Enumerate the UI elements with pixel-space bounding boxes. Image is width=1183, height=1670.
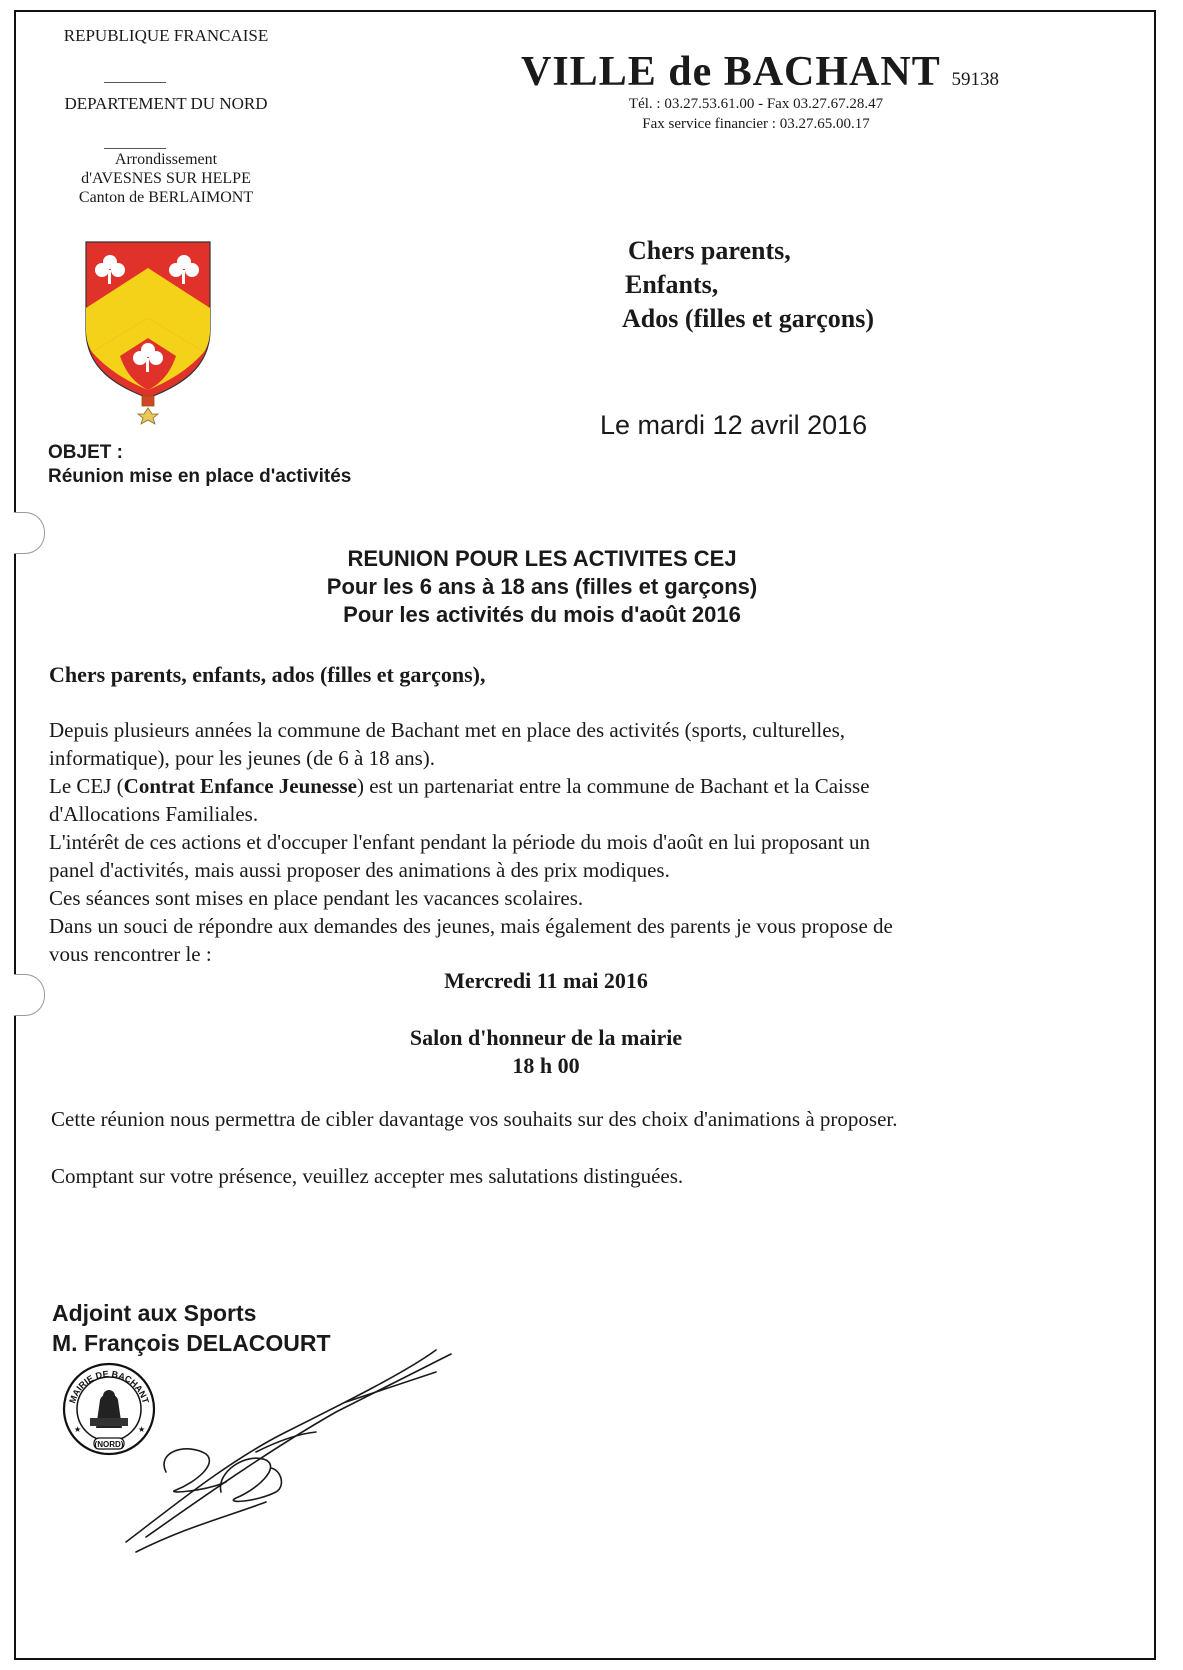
object-text: Réunion mise en place d'activités <box>48 466 352 487</box>
letter-date: Le mardi 12 avril 2016 <box>600 410 868 440</box>
salutation: Chers parents, enfants, ados (filles et garçons), <box>49 662 486 687</box>
arrondissement-line2: d'AVESNES SUR HELPE <box>81 170 251 187</box>
body-line: d'Allocations Familiales. <box>49 802 259 826</box>
meeting-title-block <box>216 545 868 629</box>
body-line <box>49 772 1129 800</box>
body-line: vous rencontrer le : <box>49 942 212 966</box>
letter-page <box>14 10 1156 1660</box>
signatory-role: Adjoint aux Sports <box>52 1300 257 1326</box>
body-text: ) est un partenariat entre la commune de Bachant et la Caisse <box>356 774 870 798</box>
handwritten-signature <box>106 1342 466 1562</box>
town-title <box>521 48 999 96</box>
divider <box>104 82 166 83</box>
meeting-time: 18 h 00 <box>512 1053 580 1078</box>
town-name: VILLE de BACHANT <box>521 49 940 95</box>
canton-line: Canton de BERLAIMONT <box>78 189 254 206</box>
punch-hole-top <box>14 512 45 554</box>
body-line: Ces séances sont mises en place pendant les vacances scolaires. <box>49 886 584 910</box>
body-text: Le CEJ ( <box>49 774 124 798</box>
body-purpose: Cette réunion nous permettra de cibler davantage vos souhaits sur des choix d'animations à proposer. <box>51 1107 898 1131</box>
postcode: 59138 <box>951 69 999 90</box>
signatory-name: M. François DELACOURT <box>52 1330 331 1356</box>
svg-text:★: ★ <box>138 1425 146 1434</box>
coat-of-arms-logo <box>80 238 220 428</box>
title-line1: REUNION POUR LES ACTIVITES CEJ <box>347 546 737 571</box>
department-label: DEPARTEMENT DU NORD <box>64 94 268 113</box>
meeting-place: Salon d'honneur de la mairie <box>409 1025 683 1050</box>
fax-finance-line: Fax service financier : 03.27.65.00.17 <box>642 116 870 132</box>
title-line3: Pour les activités du mois d'août 2016 <box>343 602 741 627</box>
closing-salutation: Comptant sur votre présence, veuillez accepter mes salutations distinguées. <box>51 1164 684 1188</box>
svg-text:(NORD): (NORD) <box>94 1440 124 1449</box>
body-line: informatique), pour les jeunes (de 6 à 18 ans). <box>49 746 436 770</box>
divider <box>104 148 166 149</box>
meeting-location-block <box>346 1024 746 1080</box>
body-line: Depuis plusieurs années la commune de Bachant met en place des activités (sports, culturelles, <box>49 718 846 742</box>
cej-name: Contrat Enfance Jeunesse <box>123 774 357 798</box>
body-line: panel d'activités, mais aussi proposer des animations à des prix modiques. <box>49 858 670 882</box>
svg-text:MAIRIE DE BACHANT: MAIRIE DE BACHANT <box>67 1368 151 1405</box>
recipient-line3: Ados (filles et garçons) <box>622 304 875 333</box>
body-line: L'intérêt de ces actions et d'occuper l'enfant pendant la période du mois d'août en lui proposant un <box>49 830 871 854</box>
recipient-line1: Chers parents, <box>628 236 791 265</box>
punch-hole-bottom <box>14 974 45 1016</box>
body-line: Dans un souci de répondre aux demandes des jeunes, mais également des parents je vous propose de <box>49 914 893 938</box>
arrondissement-line1: Arrondissement <box>114 151 218 168</box>
object-label: OBJET : <box>48 442 123 463</box>
svg-text:★: ★ <box>74 1425 82 1434</box>
meeting-date: Mercredi 11 mai 2016 <box>444 968 648 993</box>
republic-label: REPUBLIQUE FRANCAISE <box>63 26 269 45</box>
title-line2: Pour les 6 ans à 18 ans (filles et garçons) <box>326 574 758 599</box>
letter-body <box>49 716 1129 968</box>
phone-line: Tél. : 03.27.53.61.00 - Fax 03.27.67.28.47 <box>628 96 884 112</box>
recipient-line2: Enfants, <box>625 270 719 299</box>
arrondissement-block <box>46 150 286 207</box>
